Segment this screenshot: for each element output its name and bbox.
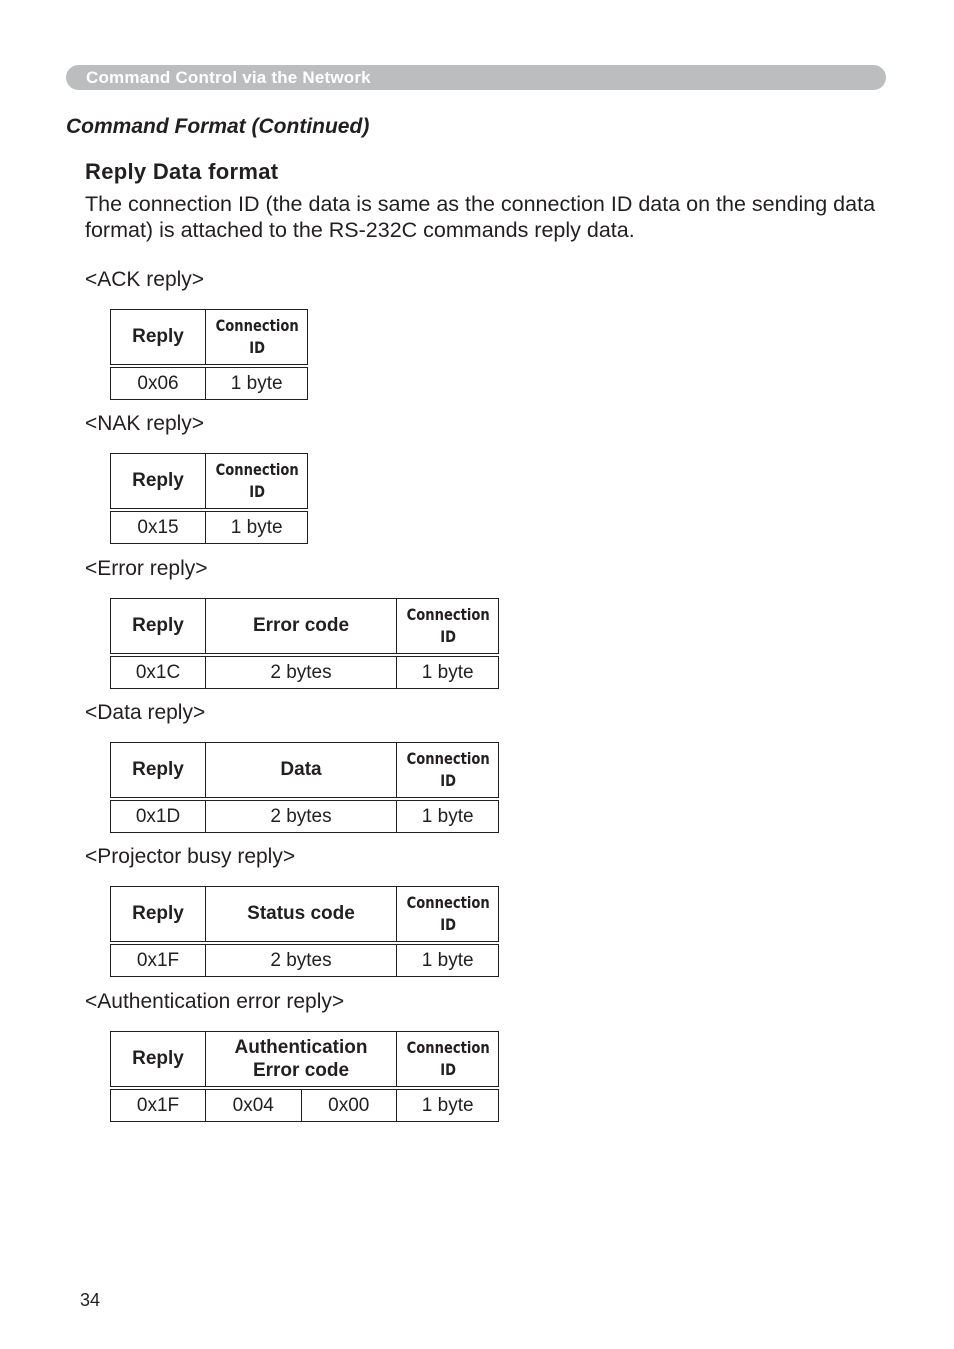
nak-reply-label: <NAK reply>	[85, 412, 205, 435]
connection-id-header: Connection ID	[406, 599, 490, 656]
value-cell: 0x06	[111, 366, 206, 400]
data-reply-label: <Data reply>	[85, 701, 206, 724]
value-cell: 1 byte	[397, 799, 499, 833]
value-cell: 0x1C	[111, 655, 206, 689]
value-cell: 0x1F	[111, 943, 206, 977]
value-cell: 2 bytes	[206, 799, 397, 833]
connection-id-header: Connection ID	[215, 310, 299, 367]
busy-reply-table	[110, 886, 499, 977]
connection-id-header: Connection ID	[406, 1032, 490, 1089]
header-cell: Reply	[111, 743, 206, 800]
auth-error-code-header: Authentication Error code	[206, 1032, 397, 1089]
header-cell: Reply	[111, 1032, 206, 1089]
section-title: Command Format (Continued)	[66, 115, 370, 138]
auth-error-reply-label: <Authentication error reply>	[85, 990, 345, 1013]
connection-id-header: Connection ID	[406, 743, 490, 800]
header-cell: Reply	[111, 887, 206, 944]
error-reply-label: <Error reply>	[85, 557, 208, 580]
connection-id-header: Connection ID	[406, 887, 490, 944]
value-cell: 0x00	[301, 1088, 397, 1122]
header-cell: Reply	[111, 454, 206, 511]
section-header-bar	[66, 65, 886, 90]
value-cell: 0x1F	[111, 1088, 206, 1122]
header-cell: Error code	[206, 599, 397, 656]
nak-reply-table	[110, 453, 308, 544]
sub-title: Reply Data format	[85, 159, 279, 184]
data-reply-table	[110, 742, 499, 833]
value-cell: 0x04	[206, 1088, 302, 1122]
value-cell: 2 bytes	[206, 943, 397, 977]
value-cell: 1 byte	[397, 943, 499, 977]
page-number: 34	[80, 1290, 101, 1310]
header-cell: Status code	[206, 887, 397, 944]
header-cell: Reply	[111, 599, 206, 656]
value-cell: 1 byte	[206, 366, 308, 400]
value-cell: 2 bytes	[206, 655, 397, 689]
busy-reply-label: <Projector busy reply>	[85, 845, 296, 868]
intro-paragraph: The connection ID (the data is same as the connection ID data on the sending data format) is attached to the RS-232C commands reply data.	[85, 192, 876, 242]
section-header-title: Command Control via the Network	[86, 68, 371, 87]
ack-reply-table	[110, 309, 308, 400]
header-cell: Reply	[111, 310, 206, 367]
auth-error-reply-table	[110, 1031, 499, 1122]
value-cell: 1 byte	[206, 510, 308, 544]
connection-id-header: Connection ID	[215, 454, 299, 511]
value-cell: 0x15	[111, 510, 206, 544]
value-cell: 1 byte	[397, 655, 499, 689]
error-reply-table	[110, 598, 499, 689]
ack-reply-label: <ACK reply>	[85, 268, 205, 291]
value-cell: 0x1D	[111, 799, 206, 833]
header-cell: Data	[206, 743, 397, 800]
value-cell: 1 byte	[397, 1088, 499, 1122]
